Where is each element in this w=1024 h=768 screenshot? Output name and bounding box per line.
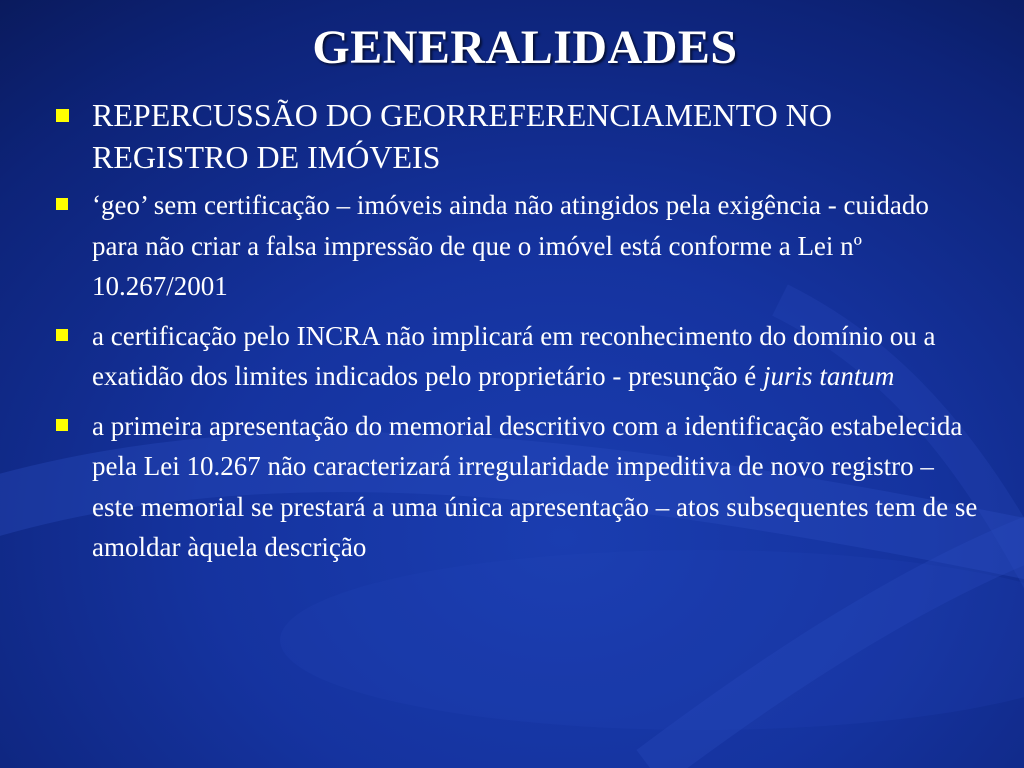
bullet-item <box>55 406 980 568</box>
bullet-italic-text: juris tantum <box>763 361 895 391</box>
square-bullet-icon <box>56 329 68 341</box>
bullet-item <box>55 94 980 178</box>
square-bullet-icon <box>56 198 68 210</box>
bullet-text: ‘geo’ sem certificação – imóveis ainda não atingidos pela exigência - cuidado para não criar a falsa impressão de que o imóvel está conforme a Lei nº 10.267/2001 <box>92 190 929 301</box>
bullet-item <box>55 316 980 397</box>
square-bullet-icon <box>56 419 68 431</box>
bullet-text: REPERCUSSÃO DO GEORREFERENCIAMENTO NO REGISTRO DE IMÓVEIS <box>92 97 832 175</box>
bullet-list <box>55 94 980 577</box>
bullet-item <box>55 185 980 307</box>
square-bullet-icon <box>56 109 69 122</box>
bullet-text: a certificação pelo INCRA não implicará em reconhecimento do domínio ou a exatidão dos limites indicados pelo proprietário - presunção é <box>92 320 936 391</box>
slide-title: GENERALIDADES <box>312 21 738 74</box>
bullet-text: a primeira apresentação do memorial descritivo com a identificação estabelecida pela Lei 10.267 não caracterizará irregularidade impeditiva de novo registro – este memorial se prestará a uma única apresentação – atos subsequentes tem de se amoldar àquela descrição <box>92 410 978 562</box>
